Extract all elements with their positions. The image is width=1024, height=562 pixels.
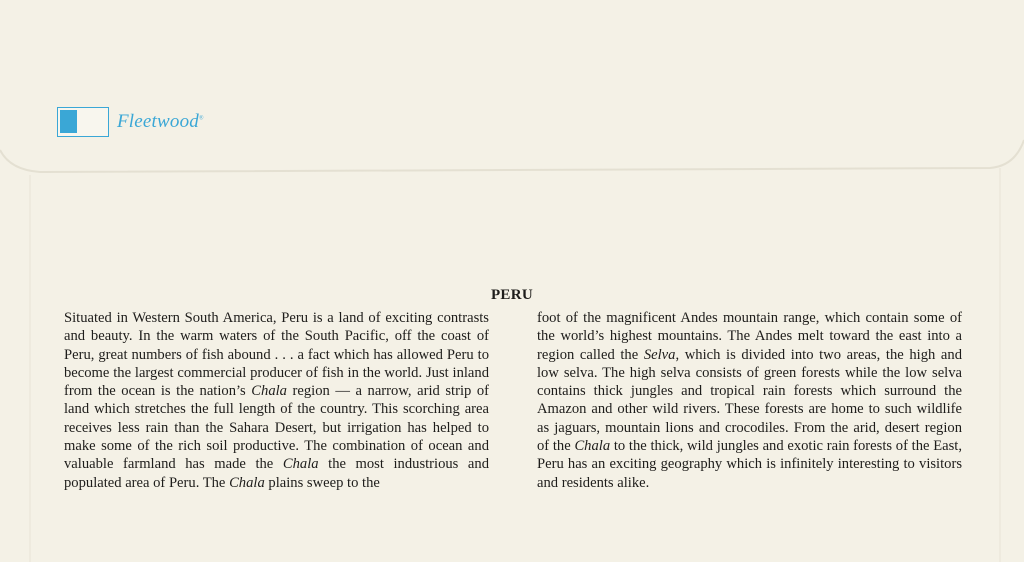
italic-term: Chala (574, 438, 611, 455)
logo-wordmark: Fleetwood® (117, 111, 204, 132)
text-run: , which is divided into two areas, the high and low selva. The high selva consists of green forests while the low selva contains thick jungles and tropical rain forests which surround the Amazon and other wild rivers. These forests are home to such wildlife as jaguars, mountain lions and crocodiles. From the arid, desert region of the (537, 346, 962, 455)
article-title: PERU (490, 287, 534, 303)
italic-term: Chala (251, 383, 287, 400)
article-right-column (537, 309, 962, 492)
text-run: the most industrious and populated area of Peru. The (64, 456, 490, 491)
text-run: plains sweep to the (264, 474, 380, 491)
logo-mark (57, 107, 109, 137)
italic-term: Chala (229, 474, 265, 491)
text-run: region — a narrow, arid strip of land which stretches the full length of the country. This scorching area receives less rain than the Sahara Desert, but irrigation has helped to make some of the rich soil productive. The combination of ocean and valuable farmland has made the (64, 383, 489, 473)
article-left-column (64, 309, 489, 492)
right-column-text (537, 309, 962, 492)
text-run: Situated in Western South America, Peru is a land of exciting contrasts and beauty. In the warm waters of the South Pacific, off the coast of Peru, great numbers of fish abound . . . a fact which has allowed Peru to become the largest commercial producer of fish in the world. Just inland from the ocean is the nation’s (64, 310, 489, 400)
italic-term: Chala (282, 456, 319, 473)
fleetwood-logo (57, 106, 204, 138)
left-column-text (64, 309, 489, 492)
text-run: foot of the magnificent Andes mountain range, which contain some of the world’s highest mountains. The Andes melt toward the east into a region called the (537, 310, 962, 363)
italic-term: Selva (643, 346, 676, 363)
text-run: to the thick, wild jungles and exotic rain forests of the East, Peru has an exciting geography which is infinitely interesting to visitors and residents alike. (537, 438, 962, 491)
